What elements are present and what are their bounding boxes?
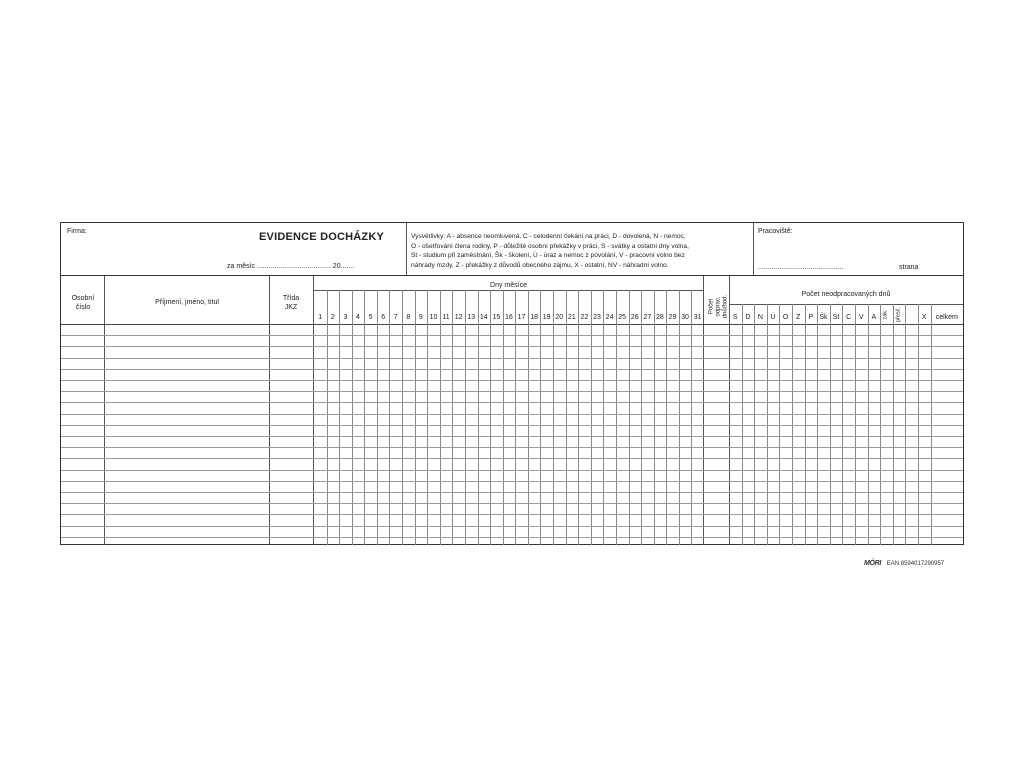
- day-header-23: 23: [593, 314, 601, 321]
- day-col-line: [440, 290, 441, 545]
- day-col-line: [679, 290, 680, 545]
- absence-code-header: S: [732, 314, 738, 321]
- col-osobni-cislo: Osobní číslo: [71, 295, 95, 311]
- day-col-line: [591, 290, 592, 545]
- day-col-line: [691, 290, 692, 545]
- legend-line-1: Vysvětlivky: A - absence neomluvená, C - celodenní čekání na práci, D - dovolená, N - nemoc,: [411, 233, 686, 240]
- absence-code-header: St: [832, 314, 840, 321]
- divider-jmeno: [269, 276, 270, 545]
- day-header-13: 13: [467, 314, 476, 321]
- legend-line-2: O - ošetřování člena rodiny, P - důležité osobní překážky v práci, S - svátky a ostatní dny volna,: [411, 242, 689, 250]
- day-col-line: [339, 290, 340, 545]
- day-header-18: 18: [530, 314, 538, 321]
- table-row[interactable]: [61, 470, 963, 471]
- day-col-line: [566, 290, 567, 545]
- day-header-29: 29: [668, 314, 677, 321]
- day-col-line: [603, 290, 604, 545]
- day-col-line: [528, 290, 529, 545]
- day-col-line: [654, 290, 655, 545]
- day-header-24: 24: [605, 314, 614, 321]
- day-col-line: [327, 290, 328, 545]
- absence-code-header: Šk: [819, 314, 828, 321]
- table-row[interactable]: [61, 414, 963, 415]
- day-header-12: 12: [454, 314, 463, 321]
- legend-line-4: náhrady mzdy, Z - překážky z důvodů obecného zájmu, X - ostatní, NV - náhradní volno.: [411, 261, 669, 269]
- col-pocet-odpr: Počet odprac. dnů/hod.: [708, 294, 729, 319]
- day-col-line: [427, 290, 428, 545]
- absence-code-header: X: [921, 314, 927, 321]
- day-header-1: 1: [318, 314, 323, 321]
- table-row[interactable]: [61, 514, 963, 515]
- day-col-line: [540, 290, 541, 545]
- absence-code-header: D: [745, 314, 751, 321]
- day-header-7: 7: [393, 314, 398, 321]
- header-rows-bottom: [61, 324, 963, 325]
- day-col-line: [629, 290, 630, 545]
- day-col-line: [503, 290, 504, 545]
- day-header-21: 21: [567, 314, 576, 321]
- day-header-11: 11: [442, 314, 450, 321]
- day-header-4: 4: [356, 314, 360, 321]
- table-row[interactable]: [61, 492, 963, 493]
- day-header-27: 27: [643, 314, 652, 321]
- day-header-26: 26: [630, 314, 639, 321]
- day-header-6: 6: [381, 314, 386, 321]
- table-row[interactable]: [61, 402, 963, 403]
- table-row[interactable]: [61, 335, 963, 336]
- form-title: EVIDENCE DOCHÁZKY: [259, 231, 385, 243]
- day-header-25: 25: [618, 314, 627, 321]
- absence-code-header: zák.: [882, 309, 889, 320]
- table-row[interactable]: [61, 481, 963, 482]
- col-dny-mesice: Dny měsíce: [490, 282, 527, 289]
- day-col-line: [490, 290, 491, 545]
- footer: [864, 560, 944, 567]
- day-col-line: [352, 290, 353, 545]
- day-header-15: 15: [492, 314, 501, 321]
- pracoviste-label: Pracoviště:: [758, 228, 793, 235]
- day-header-14: 14: [479, 314, 488, 321]
- neodpr-title-line: [729, 304, 963, 305]
- day-header-8: 8: [406, 314, 411, 321]
- absence-code-header: V: [858, 314, 864, 321]
- header-bottom-line: [61, 275, 963, 276]
- absence-code-header: P: [808, 314, 814, 321]
- strana-label: strana: [899, 264, 919, 271]
- day-header-5: 5: [368, 314, 373, 321]
- absence-code-header: N: [757, 314, 763, 321]
- absence-code-header: O: [782, 314, 789, 321]
- absence-code-header: A: [871, 314, 877, 321]
- divider-osobni: [104, 276, 105, 545]
- firma-label: Firma:: [67, 228, 87, 235]
- table-row[interactable]: [61, 537, 963, 538]
- day-col-line: [415, 290, 416, 545]
- absence-code-header: C: [846, 314, 852, 321]
- pracoviste-dots: ............................................: [758, 264, 844, 271]
- day-col-line: [364, 290, 365, 545]
- day-header-17: 17: [517, 314, 526, 321]
- absence-code-header: Ú: [770, 314, 776, 321]
- table-row[interactable]: [61, 436, 963, 437]
- table-row[interactable]: [61, 447, 963, 448]
- absence-code-header: přesč.: [895, 307, 902, 322]
- day-header-10: 10: [429, 314, 438, 321]
- table-row[interactable]: [61, 425, 963, 426]
- day-col-line: [616, 290, 617, 545]
- day-header-9: 9: [418, 314, 423, 321]
- col-jmeno: Příjmení, jméno, titul: [155, 299, 219, 306]
- table-row[interactable]: [61, 526, 963, 527]
- day-header-20: 20: [555, 314, 564, 321]
- celkem-header: celkem: [935, 314, 958, 321]
- day-col-line: [402, 290, 403, 545]
- day-header-31: 31: [693, 314, 702, 321]
- table-row[interactable]: [61, 458, 963, 459]
- day-col-line: [641, 290, 642, 545]
- col-pocet-neodpr: Počet neodpracovaných dnů: [801, 291, 891, 298]
- day-col-line: [578, 290, 579, 545]
- day-col-line: [465, 290, 466, 545]
- mori-logo: MÖRI: [864, 560, 882, 567]
- day-header-28: 28: [656, 314, 664, 321]
- header-divider-1: [406, 223, 407, 275]
- table-row[interactable]: [61, 346, 963, 347]
- day-header-19: 19: [542, 314, 551, 321]
- day-col-line: [515, 290, 516, 545]
- day-header-22: 22: [580, 314, 589, 321]
- day-col-line: [377, 290, 378, 545]
- month-field: za měsíc ...................................... 20.......: [227, 263, 355, 270]
- col-trida: Třída JKZ: [282, 295, 300, 311]
- legend-block: [411, 232, 751, 270]
- table-row[interactable]: [61, 380, 963, 381]
- day-col-line: [478, 290, 479, 545]
- day-header-2: 2: [330, 314, 335, 321]
- day-header-16: 16: [505, 314, 513, 321]
- day-col-line: [666, 290, 667, 545]
- absence-code-header: Z: [796, 314, 801, 321]
- table-row[interactable]: [61, 503, 963, 504]
- day-header-3: 3: [343, 314, 348, 321]
- attendance-form: [60, 222, 964, 545]
- day-col-line: [553, 290, 554, 545]
- day-header-30: 30: [681, 314, 689, 321]
- day-col-line: [389, 290, 390, 545]
- table-row[interactable]: [61, 391, 963, 392]
- ean-code: EAN 8594017290957: [886, 561, 945, 567]
- table-row[interactable]: [61, 369, 963, 370]
- day-col-line: [452, 290, 453, 545]
- table-row[interactable]: [61, 358, 963, 359]
- header-divider-2: [753, 223, 754, 275]
- days-title-line: [314, 290, 703, 291]
- legend-line-3: St - studium při zaměstnání, Šk - školení, Ú - úraz a nemoc z povolání, V - pracovní volno bez: [411, 252, 685, 260]
